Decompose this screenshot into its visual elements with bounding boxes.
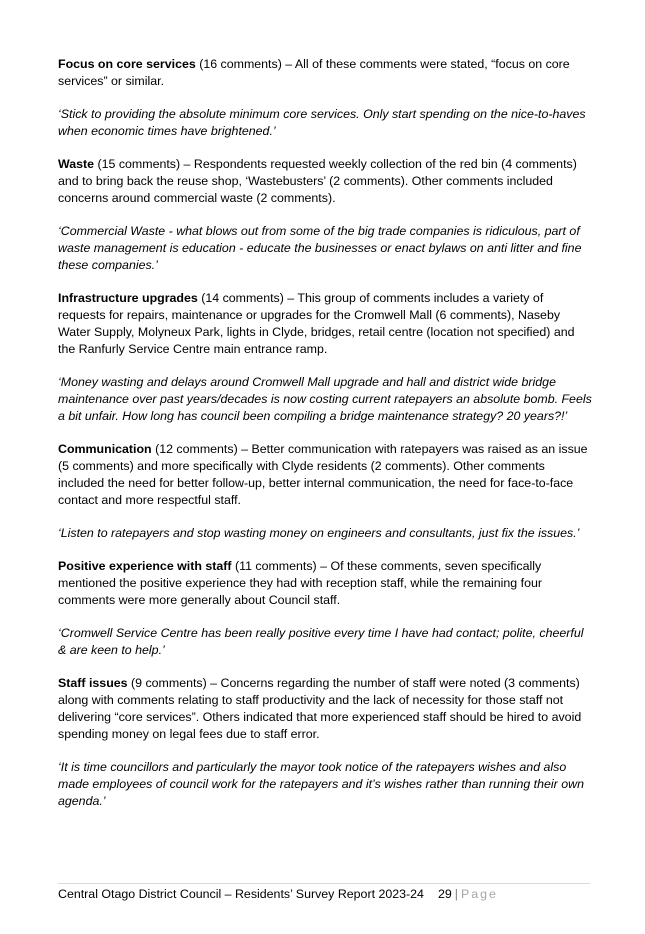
page-footer bbox=[58, 883, 590, 903]
footer-report-title: Central Otago District Council – Residents’ Survey Report 2023-24 bbox=[58, 887, 424, 901]
section-heading: Waste bbox=[58, 157, 95, 171]
section-body: (9 comments) – Concerns regarding the number of staff were noted (3 comments) along with comments relating to staff productivity and the lack of necessity for those staff not delivering “core services”. Others indicated that more experienced staff should be hired to avoid spending money on legal fees due to staff error. bbox=[58, 676, 582, 741]
section-body: (15 comments) – Respondents requested weekly collection of the red bin (4 comments) and to bring back the reuse shop, ‘Wastebusters’ (2 comments). Other comments included concerns around commercial waste (2 comments). bbox=[58, 157, 577, 205]
section-body: (11 comments) – Of these comments, seven specifically mentioned the positive experience they had with reception staff, while the remaining four comments were more generally about Council staff. bbox=[58, 559, 542, 607]
respondent-quote: ‘Commercial Waste - what blows out from some of the big trade companies is ridiculous, part of waste management is education - educate the businesses or enact bylaws on anti litter and fine these companies.’ bbox=[58, 224, 582, 272]
respondent-quote: ‘Stick to providing the absolute minimum core services. Only start spending on the nice-to-haves when economic times have brightened.’ bbox=[58, 107, 586, 138]
section-heading: Infrastructure upgrades bbox=[58, 291, 198, 305]
section-positive-experience-staff bbox=[58, 558, 594, 609]
respondent-quote: ‘Cromwell Service Centre has been really positive every time I have had contact; polite, cheerful & are keen to help.’ bbox=[58, 626, 584, 657]
respondent-quote: ‘It is time councillors and particularly the mayor took notice of the ratepayers wishes and also made employees of council work for the ratepayers and it’s wishes rather than running their own agenda.’ bbox=[58, 760, 584, 808]
section-infrastructure-upgrades bbox=[58, 290, 594, 358]
document-body bbox=[58, 56, 594, 826]
footer-separator: | bbox=[454, 887, 458, 901]
respondent-quote: ‘Money wasting and delays around Cromwell Mall upgrade and hall and district wide bridge maintenance over past years/decades is now costing current ratepayers an absolute bomb. Feels a bit unfair. How long has council been compiling a bridge maintenance strategy? 20 years?!’ bbox=[58, 375, 592, 423]
respondent-quote: ‘Listen to ratepayers and stop wasting money on engineers and consultants, just fix the issues.’ bbox=[58, 526, 580, 540]
section-heading: Positive experience with staff bbox=[58, 559, 232, 573]
section-heading: Communication bbox=[58, 442, 152, 456]
section-waste bbox=[58, 156, 594, 207]
footer-page-number: 29 bbox=[437, 887, 452, 901]
footer-page-word: Page bbox=[460, 887, 498, 901]
section-body: (12 comments) – Better communication with ratepayers was raised as an issue (5 comments) and more specifically with Clyde residents (2 comments). Other comments included the need for better follow-up, better internal communication, the need for face-to-face contact and more respectful staff. bbox=[58, 442, 588, 507]
section-body: (16 comments) – All of these comments were stated, “focus on core services” or similar. bbox=[58, 57, 570, 88]
section-communication bbox=[58, 441, 594, 509]
section-heading: Focus on core services bbox=[58, 57, 196, 71]
section-body: (14 comments) – This group of comments includes a variety of requests for repairs, maintenance or upgrades for the Cromwell Mall (6 comments), Naseby Water Supply, Molyneux Park, lights in Clyde, bridges, retail centre (location not specified) and the Ranfurly Service Centre main entrance ramp. bbox=[58, 291, 575, 356]
section-focus-core-services bbox=[58, 56, 594, 90]
section-heading: Staff issues bbox=[58, 676, 128, 690]
section-staff-issues bbox=[58, 675, 594, 743]
